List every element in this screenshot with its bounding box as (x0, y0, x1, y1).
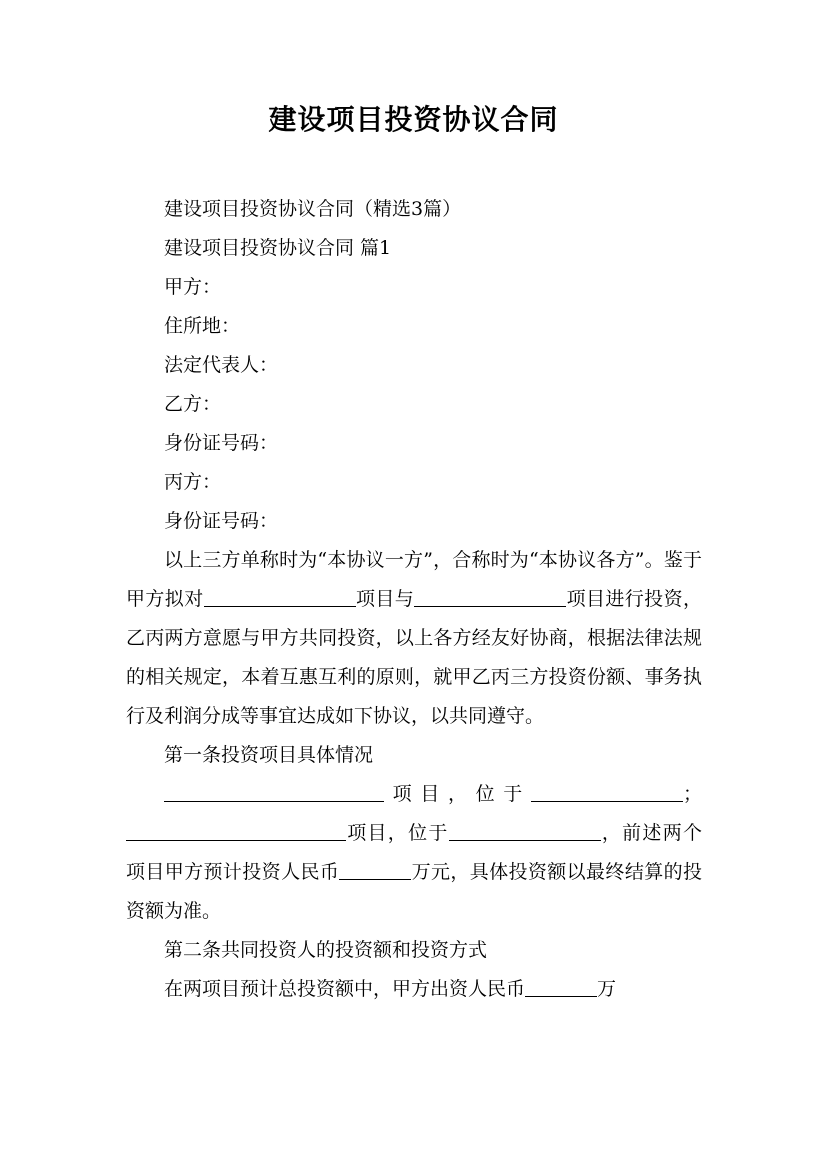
blank-field (339, 860, 411, 880)
intro-text-1: 以上三方单称时为“本协议一方”，合称时为“本协议各方”。鉴于甲方拟对 (126, 549, 702, 610)
heading-part1: 建设项目投资协议合同 篇1 (164, 237, 392, 259)
intro-text-2: 项目与 (355, 588, 415, 610)
article2-paragraph (126, 970, 702, 1009)
document-body (126, 190, 702, 1009)
article1-text-3: 项目，位于 (346, 822, 449, 844)
address-line: 住所地： (164, 315, 241, 337)
blank-field (525, 977, 597, 997)
blank-field (126, 821, 346, 841)
party-b-line: 乙方： (164, 393, 222, 415)
article2-text-1: 在两项目预计总投资额中，甲方出资人民币 (164, 978, 526, 1000)
article1-paragraph (126, 775, 702, 931)
heading-selected: 建设项目投资协议合同（精选3篇） (164, 198, 462, 220)
article2-text-2: 万 (597, 978, 617, 1000)
article1-text-1: 项目，位于 (384, 783, 531, 805)
blank-field (204, 587, 356, 607)
intro-paragraph (126, 541, 702, 736)
party-c-line: 丙方： (164, 471, 222, 493)
id-c-line: 身份证号码： (164, 510, 279, 532)
article1-heading: 第一条投资项目具体情况 (164, 744, 374, 766)
blank-field (164, 782, 384, 802)
article1-text-5: 万元，具体投资额以最终结算的投资额为准。 (126, 861, 702, 922)
article2-heading: 第二条共同投资人的投资额和投资方式 (164, 939, 488, 961)
article1-text-2: ； (682, 783, 702, 805)
legal-rep-line: 法定代表人： (164, 354, 279, 376)
document-title: 建设项目投资协议合同 (268, 103, 559, 136)
party-a-line: 甲方： (164, 276, 222, 298)
blank-field (449, 821, 601, 841)
article1-text-4: ，前述两个项目甲方预计投资人民币 (126, 822, 702, 883)
intro-text-3: 项目进行投资，乙丙两方意愿与甲方共同投资，以上各方经友好协商，根据法律法规的相关规定，本着互惠互利的原则，就甲乙丙三方投资份额、事务执行及利润分成等事宜达成如下协议，以共同遵守。 (126, 588, 702, 727)
id-b-line: 身份证号码： (164, 432, 279, 454)
blank-field (531, 782, 683, 802)
blank-field (414, 587, 566, 607)
